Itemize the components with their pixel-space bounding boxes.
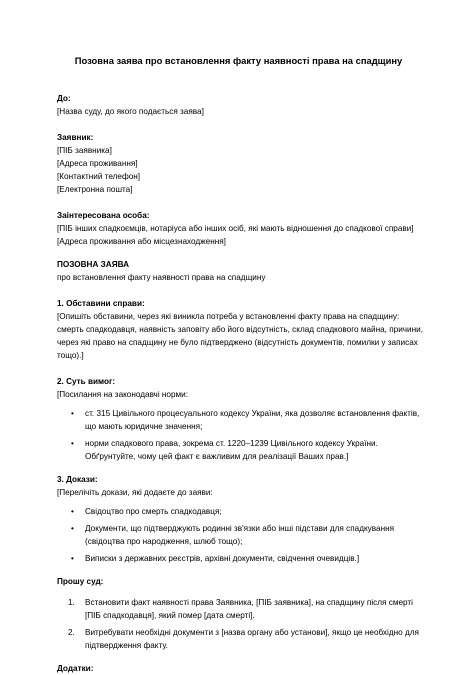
interested-persons: [ПІБ інших спадкоємців, нотаріуса або інших осіб, які мають відношення до спадкової справи] (57, 224, 414, 233)
applicant-heading: Заявник: (57, 133, 94, 142)
to-section (57, 92, 424, 118)
circumstances-section (57, 297, 424, 362)
bullet-icon: • (71, 507, 74, 516)
list-item-text: Встановити факт наявності права Заявника, [ПІБ заявника], на спадщину після смерті [ПІБ спадкодавця], який помер [дата смерті]. (85, 598, 413, 620)
evidence-heading: 3. Докази: (57, 475, 98, 484)
applicant-phone: [Контактний телефон] (57, 172, 141, 181)
bullet-icon: • (71, 409, 74, 418)
interested-section (57, 209, 424, 248)
to-heading: До: (57, 94, 71, 103)
demands-heading: 2. Суть вимог: (57, 377, 116, 386)
claim-subtitle: про встановлення факту наявності права на спадщину (57, 273, 266, 282)
demands-section (57, 375, 424, 463)
list-item (57, 437, 424, 463)
document-title: Позовна заява про встановлення факту наявності права на спадщину (74, 55, 403, 66)
list-item-text: Виписки з державних реєстрів, архівні документи, свідчення очевидців.] (85, 554, 360, 563)
interested-address: [Адреса проживання або місцезнаходження] (57, 237, 226, 246)
interested-heading: Заінтересована особа: (57, 211, 150, 220)
evidence-list (57, 505, 424, 565)
evidence-intro: [Перелічіть докази, які додаєте до заяви: (57, 488, 213, 497)
attachments-heading: Додатки: (57, 664, 94, 673)
attachments-section (57, 662, 424, 675)
bullet-icon: • (71, 524, 74, 533)
applicant-name: [ПІБ заявника] (57, 146, 112, 155)
request-heading: Прошу суд: (57, 577, 104, 586)
applicant-email: [Електронна пошта] (57, 185, 133, 194)
list-item (57, 522, 424, 548)
bullet-icon: • (71, 554, 74, 563)
list-item-text: ст. 315 Цивільного процесуального кодексу України, яка дозволяє встановлення фактів, що мають юридичне значення; (85, 409, 420, 431)
list-item (57, 626, 424, 652)
request-list (57, 596, 424, 652)
demands-list (57, 407, 424, 463)
claim-section (57, 258, 424, 284)
demands-intro: [Посилання на законодавчі норми: (57, 390, 189, 399)
list-item (57, 505, 424, 518)
applicant-address: [Адреса проживання] (57, 159, 138, 168)
list-item-number: 2. (68, 628, 75, 637)
claim-heading: ПОЗОВНА ЗАЯВА (57, 260, 129, 269)
request-section (57, 575, 424, 652)
circumstances-heading: 1. Обставини справи: (57, 299, 145, 308)
list-item-text: норми спадкового права, зокрема ст. 1220–1239 Цивільного кодексу України. Обґрунтуйте, чому цей факт є важливим для реалізації Ваших прав.] (85, 439, 378, 461)
list-item (57, 407, 424, 433)
evidence-section (57, 473, 424, 565)
bullet-icon: • (71, 439, 74, 448)
list-item (57, 552, 424, 565)
list-item (57, 596, 424, 622)
applicant-section (57, 131, 424, 196)
circumstances-text: [Опишіть обставини, через які виникла потреба у встановленні факту права на спадщину: смерть спадкодавця, наявність заповіту або його відсутність, склад спадкового майна, причини, через які право на спадщину не було підтверджено (відсутність документів, помилки у записах тощо).] (57, 312, 424, 360)
list-item-number: 1. (68, 598, 75, 607)
list-item-text: Документи, що підтверджують родинні зв'язки або інші підстави для спадкування (свідоцтва про народження, шлюб тощо); (85, 524, 395, 546)
court-name: [Назва суду, до якого подається заява] (57, 107, 204, 116)
list-item-text: Свідоцтво про смерть спадкодавця; (85, 507, 222, 516)
list-item-text: Витребувати необхідні документи з [назва органу або установи], якщо це необхідно для підтвердження факту. (85, 628, 419, 650)
